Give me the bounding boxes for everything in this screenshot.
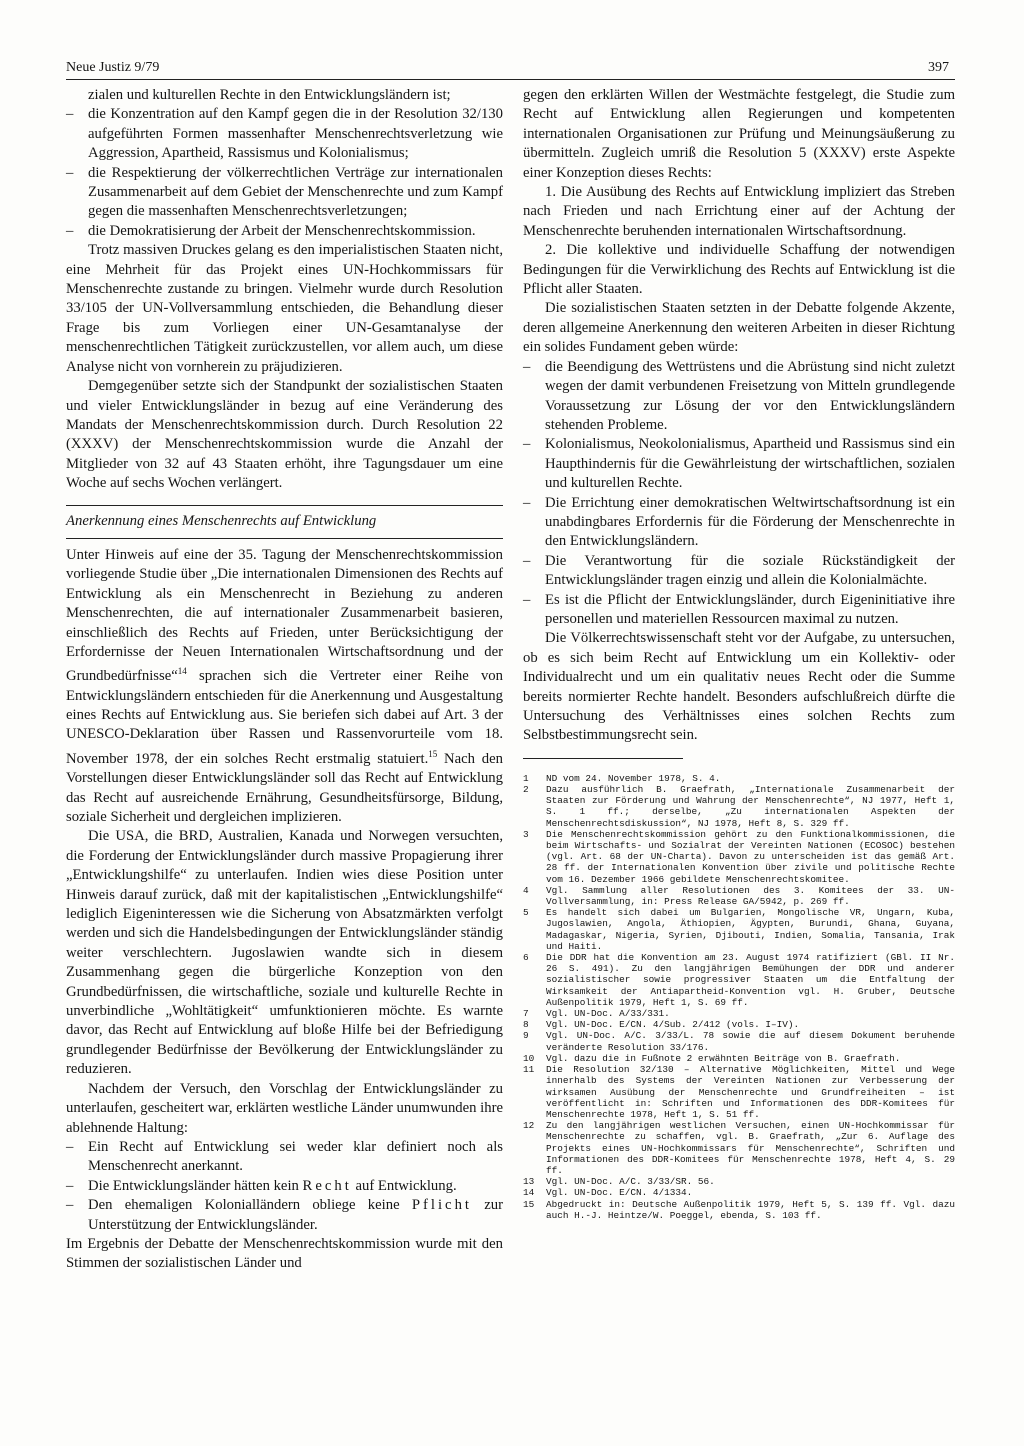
footnote-ref: 15 [428,748,438,759]
footnote-text: Die Resolution 32/130 – Alternative Möglichkeiten, Mittel und Wege innerhalb des Systems der Vereinten Nationen zur Verbesserung der wirksamen Ausübung der Menschenrechte und Grundfreiheiten – ist veröffentlicht in: Schriften und Informationen des DDR-Komitees für Menschenrechte 1978, Heft 1, S. 51 ff. [546,1064,955,1120]
paragraph: Nachdem der Versuch, den Vorschlag der Entwicklungsländer zu unterlaufen, gescheitert war, erklärten westliche Länder unumwunden ihre ablehnende Haltung: [66,1080,503,1136]
footnote-text: Vgl. UN-Doc. E/CN. 4/1334. [546,1187,693,1199]
footnote-number: 2 [523,784,529,796]
footnote-text: Vgl. UN-Doc. A/33/331. [546,1008,670,1020]
numbered-item: 2. Die kollektive und individuelle Schaffung der notwendigen Bedingungen für die Verwirklichung des Rechts auf Entwicklung ist die Pflicht aller Staaten. [523,242,955,298]
right-column [523,86,955,1221]
section-heading: Anerkennung eines Menschenrechts auf Entwicklung [66,512,377,529]
list-item: – Die Errichtung einer demokratischen Weltwirtschaftsordnung ist ein unabdingbares Erfordernis für die Förderung der Menschenrechte in den Entwicklungsländern. [523,494,955,550]
paragraph: Trotz massiven Druckes gelang es den imperialistischen Staaten nicht, eine Mehrheit für das Projekt eines UN-Hochkommissars für Menschenrechte zustande zu bringen. Vielmehr wurde durch Resolution 33/105 der UN-Vollversammlung entschieden, die Behandlung dieser Frage bis zum Vorliegen einer UN-Gesamtanalyse der menschenrechtlichen Tätigkeit zurückzustellen, vor allem auch, um diese Analyse nicht von vornherein zu präjudizieren. [66,242,503,375]
footnote [523,1064,955,1120]
header-rule [66,79,955,80]
footnote-number: 5 [523,907,529,919]
list-item: – Ein Recht auf Entwicklung sei weder klar definiert noch als Menschenrecht anerkannt. [66,1138,503,1175]
footnote [523,907,955,952]
footnote [523,1019,955,1030]
paragraph: Die Völkerrechtswissenschaft steht vor der Aufgabe, zu untersuchen, ob es sich beim Recht auf Entwicklung um ein Kollektiv- oder Individualrecht und um ein qualitativ neues Recht oder die Summe bereits normierter Rechte handelt. Besonders aufschlußreich dürfte die Untersuchung des Verhältnisses eines solchen Rechts zum Selbstbestimmungsrecht sein. [523,630,955,744]
list-item: – die Konzentration auf den Kampf gegen die in der Resolution 32/130 aufgeführten Formen massenhafter Menschenrechtsverletzung wie Aggression, Apartheid, Rassismus und Kolonialismus; [66,106,503,162]
footnote-number: 14 [523,1187,535,1199]
paragraph: Im Ergebnis der Debatte der Menschenrechtskommission wurde mit den Stimmen der sozialistischen Länder und [66,1235,503,1272]
footnote-text: Vgl. Sammlung aller Resolutionen des 3. Komitees der 33. UN-Vollversammlung, in: Press Release GA/5942, p. 269 ff. [546,884,955,908]
list-item: – die Demokratisierung der Arbeit der Menschenrechtskommission. [66,222,476,239]
footnote-text: ND vom 24. November 1978, S. 4. [546,772,721,784]
footnote-text: Die DDR hat die Konvention am 23. August 1974 ratifiziert (GBl. II Nr. 26 S. 491). Zu den langjährigen Bemühungen der DDR und anderer sozialistischer sowie progressiver Staaten um die Entfaltung der Wirksamkeit der Antiapartheid-Konvention vgl. H. Gruber, Deutsche Außenpolitik 1979, Heft 1, S. 69 ff. [546,952,955,1008]
list-item: – Den ehemaligen Kolonialländern obliege keine Pflicht zur Unterstützung der Entwicklungsländer. [66,1197,503,1233]
paragraph: Die USA, die BRD, Australien, Kanada und Norwegen versuchten, die Forderung der Entwicklungsländer durch massive Propagierung ihrer „Entwicklungshilfe“ zu unterlaufen. Indien wies diese Position unter Hinweis darauf zurück, daß mit der kapitalistischen „Entwicklungshilfe“ lediglich Eigeninteressen wie die Sicherung von Absatzmärkten verfolgt werden und sich die Handelsbedingungen der Entwicklungsländer ständig weiter verschlechtern. Jugoslawien wandte sich in diesem Zusammenhang gegen die bürgerliche Konzeption von den Grundbedürfnissen, die wirtschaftliche, soziale und kulturelle Rechte in unverbindliche „Wohltätigkeit“ umfunktionieren möchte. Es warnte davor, das Recht auf Entwicklung auf bloße Hilfe bei der Befriedigung grundlegender Bedürfnisse der Bevölkerung der Entwicklungsländer zu reduzieren. [66,828,503,1078]
list-item: – Die Entwicklungsländer hätten kein Recht auf Entwicklung. [66,1177,457,1194]
footnote [523,1176,955,1187]
footnote-number: 13 [523,1176,535,1188]
footnote [523,784,955,829]
footnote-number: 3 [523,828,529,840]
footnote-ref: 14 [177,666,187,677]
list-item: – Kolonialismus, Neokolonialismus, Apartheid und Rassismus sind ein Haupthindernis für die Gewährleistung der wirtschaftlichen, sozialen und kulturellen Rechte. [523,436,955,492]
footnote-text: Die Menschenrechtskommission gehört zu den Funktionalkommissionen, die beim Wirtschafts- und Sozialrat der Vereinten Nationen (ECOSOC) bestehen (vgl. Art. 68 der UN-Charta). Davon zu unterscheiden ist das gemäß Art. 28 ff. der Internationalen Konvention über zivile und politische Rechte vom 16. Dezember 1966 gebildete Menschenrechtskomitee. [546,828,955,885]
footnote [523,1053,955,1064]
footnote-number: 7 [523,1008,529,1020]
paragraph: gegen den erklärten Willen der Westmächte festgelegt, die Studie zum Recht auf Entwicklung allen Regierungen und kompetenten internationalen Organisationen zur Prüfung und Meinungsäußerung zu übermitteln. Zugleich umriß die Resolution 5 (XXXV) erste Aspekte einer Konzeption dieses Rechts: [523,87,955,181]
footnotes [523,773,955,1221]
section-rule [66,505,503,506]
footnote-number: 8 [523,1019,529,1031]
paragraph: zialen und kulturellen Rechte in den Entwicklungsländern ist; [88,87,451,103]
footnote [523,952,955,1008]
page-number: 397 [928,60,949,75]
footnote-text: Zu den langjährigen westlichen Versuchen, einen UN-Hochkommissar für Menschenrechte zu schaffen, vgl. B. Graefrath, „Zur 6. Auflage des Projekts eines UN-Hochkommissars für Menschenrechte“, Schriften und Informationen des DDR-Komitees für Menschenrechte 1978, Heft 4, S. 29 ff. [546,1120,955,1176]
footnote-text: Vgl. UN-Doc. A/C. 3/33/L. 78 sowie die auf diesem Dokument beruhende veränderte Resolution 33/176. [546,1030,955,1053]
footnote [523,885,955,907]
footnote-text: Abgedruckt in: Deutsche Außenpolitik 1979, Heft 5, S. 139 ff. Vgl. dazu auch H.-J. Heintze/W. Poeggel, ebenda, S. 103 ff. [546,1198,955,1221]
left-column [66,86,503,1274]
footnote [523,1187,955,1198]
footnote [523,1030,955,1052]
footnote-number: 15 [523,1198,535,1210]
footnote [523,829,955,885]
footnote-number: 4 [523,884,529,896]
paragraph: Die sozialistischen Staaten setzten in der Debatte folgende Akzente, deren allgemeine Anerkennung den weiteren Arbeiten in dieser Richtung ein solides Fundament geben würde: [523,300,955,356]
journal-title: Neue Justiz 9/79 [66,60,160,75]
footnote-text: Es handelt sich dabei um Bulgarien, Mongolische VR, Ungarn, Kuba, Jugoslawien, Angola, Äthiopien, Ägypten, Burundi, Ghana, Guyana, Madagaskar, Nigeria, Syrien, Djibouti, Indien, Somalia, Tansania, Irak und Haiti. [546,907,955,952]
paragraph: Unter Hinweis auf eine der 35. Tagung der Menschenrechtskommission vorliegende Studie über „Die internationalen Dimensionen des Rechts auf Entwicklung als ein Menschenrecht in Beziehung zu anderen Menschenrechten, die auf internationaler Zusammenarbeit basieren, einschließlich des Rechts auf Frieden, unter Berücksichtigung der Erfordernisse der Neuen Internationalen Wirtschaftsordnung und der Grundbedürfnisse“$^{14}$ sprachen sich die Vertreter einer Reihe von Entwicklungsländern entschieden für die Anerkennung und Ausgestaltung eines Rechts auf Entwicklung aus. Sie beriefen sich dabei auf Art. 3 der UNESCO-Deklaration über Rassen und Rassenvorurteile vom 18. November 1978, der ein solches Recht erstmalig statuiert.$^{15}$ Nach den Vorstellungen dieser Entwicklungsländer soll das Recht auf Entwicklung das Recht auf ausreichende Ernährung, Gesundheitsfürsorge, Bildung, soziale Sicherheit und dergleichen implizieren. [66,546,503,825]
footnote-text: Dazu ausführlich B. Graefrath, „Internationale Zusammenarbeit der Staaten zur Förderung und Wahrung der Menschenrechte“, NJ 1977, Heft 1, S. 1 ff.; derselbe, „Zu internationalen Aspekten der Menschenrechtsdiskussion“, NJ 1978, Heft 8, S. 329 ff. [546,784,955,829]
list-item: – die Beendigung des Wettrüstens und die Abrüstung sind nicht zuletzt wegen der damit verbundenen Freisetzung von Mitteln grundlegende Voraussetzung zur Lösung der vor den Entwicklungsländern stehenden Probleme. [523,358,955,433]
footnote-number: 9 [523,1030,529,1042]
footnote [523,773,955,784]
footnote [523,1008,955,1019]
footnote-rule [523,758,683,759]
footnote [523,1199,955,1221]
footnote-number: 10 [523,1052,535,1064]
footnote-text: Vgl. dazu die in Fußnote 2 erwähnten Beiträge von B. Graefrath. [546,1052,901,1064]
footnote-number: 1 [523,772,529,784]
numbered-item: 1. Die Ausübung des Rechts auf Entwicklung impliziert das Streben nach Frieden und nach Errichtung einer auf der Achtung der Menschenrechte beruhenden internationalen Wirtschaftsordnung. [523,184,955,239]
paragraph: Demgegenüber setzte sich der Standpunkt der sozialistischen Staaten und vieler Entwicklungsländer in bezug auf eine Veränderung des Mandats der Menschenrechtskommission durch. Durch Resolution 22 (XXXV) der Menschenrechtskommission wurde die Anzahl der Mitglieder von 32 auf 43 Staaten erhöht, ihre Tagungsdauer um eine Woche auf sechs Wochen verlängert. [66,378,503,492]
footnote [523,1120,955,1176]
footnote-number: 11 [523,1064,535,1076]
footnote-text: Vgl. UN-Doc. A/C. 3/33/SR. 56. [546,1176,715,1188]
footnote-number: 12 [523,1120,535,1132]
footnote-number: 6 [523,952,529,964]
list-item: – Es ist die Pflicht der Entwicklungsländer, durch Eigeninitiative ihre personellen und materiellen Ressourcen maximal zu nutzen. [523,591,955,627]
section-rule [66,538,503,539]
footnote-text: Vgl. UN-Doc. E/CN. 4/Sub. 2/412 (vols. I–IV). [546,1019,800,1031]
list-item: – die Respektierung der völkerrechtlichen Verträge zur internationalen Zusammenarbeit auf dem Gebiet der Menschenrechte und zum Kampf gegen die massenhaften Menschenrechtsverletzungen; [66,164,503,220]
list-item: – Die Verantwortung für die soziale Rückständigkeit der Entwicklungsländer tragen einzig und allein die Kolonialmächte. [523,552,955,589]
